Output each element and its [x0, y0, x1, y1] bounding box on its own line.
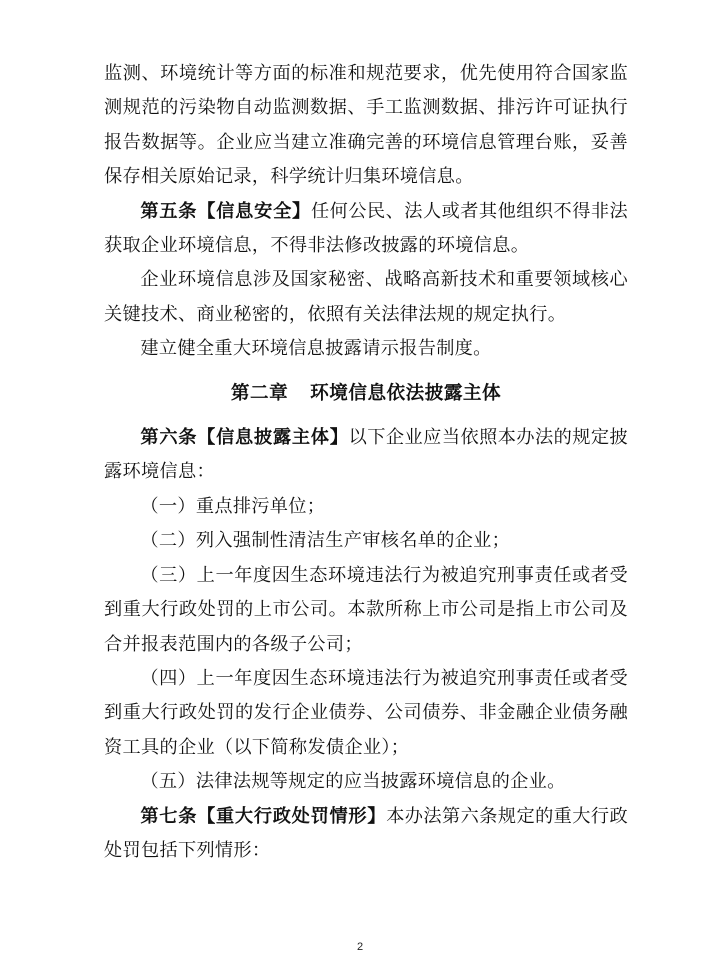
- paragraph-text: 企业环境信息涉及国家秘密、战略高新技术和重要领域核心关键技术、商业秘密的，依照有关法律法规的规定执行。: [104, 269, 628, 325]
- list-item-2: [104, 524, 628, 558]
- article-7-label: 第七条【重大行政处罚情形】: [140, 805, 387, 827]
- list-item-text: （三）上一年度因生态环境违法行为被追究刑事责任或者受到重大行政处罚的上市公司。本款所称上市公司是指上市公司及合并报表范围内的各级子公司；: [104, 564, 628, 655]
- article-5-label: 第五条【信息安全】: [140, 200, 311, 222]
- article-6-paragraph: [104, 421, 628, 490]
- list-item-text: （一）重点排污单位；: [140, 495, 326, 517]
- list-item-text: （四）上一年度因生态环境违法行为被追究刑事责任或者受到重大行政处罚的发行企业债券、公司债券、非金融企业债务融资工具的企业（以下简称发债企业）；: [104, 667, 628, 758]
- article-5-paragraph: [104, 195, 628, 264]
- article-7-paragraph: [104, 800, 628, 869]
- paragraph-reporting-system: [104, 332, 628, 366]
- list-item-3: [104, 559, 628, 662]
- list-item-1: [104, 490, 628, 524]
- list-item-5: [104, 765, 628, 799]
- list-item-4: [104, 662, 628, 765]
- chapter-title: 环境信息依法披露主体: [310, 382, 502, 404]
- document-body: [104, 57, 628, 868]
- chapter-number: 第二章: [230, 382, 289, 404]
- paragraph-text: 建立健全重大环境信息披露请示报告制度。: [140, 338, 492, 360]
- chapter-heading: [104, 377, 628, 411]
- paragraph-text: 监测、环境统计等方面的标准和规范要求，优先使用符合国家监测规范的污染物自动监测数据、手工监测数据、排污许可证执行报告数据等。企业应当建立准确完善的环境信息管理台账，妥善保存相关原始记录，科学统计归集环境信息。: [104, 63, 628, 188]
- article-7-text: 本办法第六条规定的重大行政处罚包括下列情形：: [104, 805, 628, 861]
- list-item-text: （二）列入强制性清洁生产审核名单的企业；: [140, 530, 511, 552]
- article-6-text: 以下企业应当依照本办法的规定披露环境信息：: [104, 427, 628, 483]
- list-item-text: （五）法律法规等规定的应当披露环境信息的企业。: [140, 771, 566, 793]
- article-6-label: 第六条【信息披露主体】: [140, 427, 349, 449]
- paragraph-continuation: [104, 57, 628, 195]
- paragraph-confidentiality: [104, 263, 628, 332]
- article-5-text: 任何公民、法人或者其他组织不得非法获取企业环境信息，不得非法修改披露的环境信息。: [104, 200, 628, 257]
- page-number: 2: [356, 941, 364, 953]
